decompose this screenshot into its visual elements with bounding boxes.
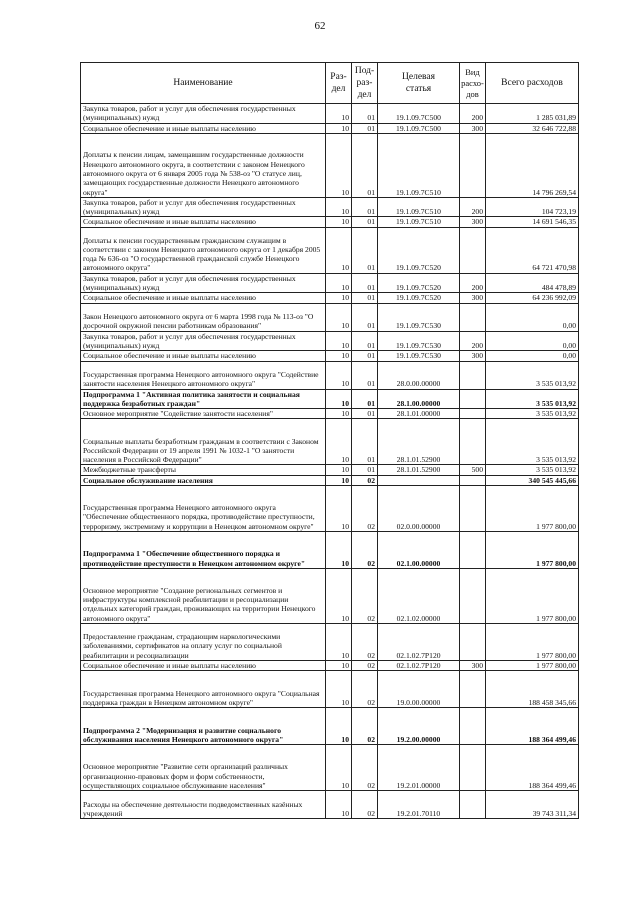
cell-name: Подпрограмма 1 "Активная политика занятости и социальная поддержка безработных граждан" — [81, 389, 326, 409]
cell-name: Социальные выплаты безработным гражданам в соответствии с Законом Российской Федерации от 19 апреля 1991 № 1032-1 "О занятости населения в Российской Федерации" — [81, 419, 326, 465]
cell-razdel: 10 — [326, 351, 352, 361]
cell-podrazdel: 02 — [352, 624, 378, 661]
cell-razdel: 10 — [326, 389, 352, 409]
cell-name: Социальное обеспечение и иные выплаты населению — [81, 217, 326, 227]
table-row — [81, 465, 579, 475]
cell-vid: 200 — [460, 273, 486, 293]
cell-razdel: 10 — [326, 465, 352, 475]
cell-razdel: 10 — [326, 708, 352, 745]
cell-razdel: 10 — [326, 273, 352, 293]
table-row — [81, 624, 579, 661]
cell-total: 1 977 800,00 — [486, 624, 579, 661]
cell-razdel: 10 — [326, 791, 352, 819]
cell-vid — [460, 745, 486, 791]
cell-total: 1 977 800,00 — [486, 532, 579, 569]
cell-name: Закупка товаров, работ и услуг для обеспечения государственных (муниципальных) нужд — [81, 331, 326, 351]
budget-table — [80, 62, 579, 819]
cell-target — [378, 475, 460, 485]
cell-name: Закон Ненецкого автономного округа от 6 марта 1998 года № 113-оз "О досрочной окружной пенсии работникам образования" — [81, 303, 326, 331]
table-header-row — [81, 63, 579, 104]
cell-vid: 300 — [460, 217, 486, 227]
cell-total: 14 796 269,54 — [486, 133, 579, 197]
cell-target: 28.1.01.52900 — [378, 465, 460, 475]
cell-target: 19.1.09.7C520 — [378, 293, 460, 303]
cell-name: Социальное обеспечение и иные выплаты населению — [81, 661, 326, 671]
table-row — [81, 273, 579, 293]
cell-name: Основное мероприятие "Содействие занятости населения" — [81, 409, 326, 419]
cell-vid — [460, 708, 486, 745]
cell-name: Доплаты к пенсии лицам, замещавшим государственные должности Ненецкого автономного округа, в соответствии с законом Ненецкого автономного округа от 6 января 2005 года № 538-оз "О статусе лиц, замещающих государственные должности Ненецкого автономного округа" — [81, 133, 326, 197]
table-row — [81, 419, 579, 465]
cell-total: 14 691 546,35 — [486, 217, 579, 227]
cell-total: 188 364 499,46 — [486, 708, 579, 745]
cell-name: Расходы на обеспечение деятельности подведомственных казённых учреждений — [81, 791, 326, 819]
cell-vid — [460, 409, 486, 419]
cell-vid: 300 — [460, 351, 486, 361]
cell-target: 19.2.01.70110 — [378, 791, 460, 819]
cell-podrazdel: 01 — [352, 389, 378, 409]
table-row — [81, 197, 579, 217]
cell-podrazdel: 02 — [352, 661, 378, 671]
cell-target: 19.1.09.7C510 — [378, 217, 460, 227]
table-row — [81, 791, 579, 819]
header-podrazdel: Под- раз- дел — [352, 63, 378, 104]
cell-podrazdel: 01 — [352, 104, 378, 124]
cell-total: 0,00 — [486, 303, 579, 331]
table-row — [81, 303, 579, 331]
cell-razdel: 10 — [326, 745, 352, 791]
cell-razdel: 10 — [326, 303, 352, 331]
cell-vid — [460, 569, 486, 624]
cell-vid: 200 — [460, 197, 486, 217]
header-total: Всего расходов — [486, 63, 579, 104]
cell-total: 484 478,89 — [486, 273, 579, 293]
cell-name: Государственная программа Ненецкого автономного округа "Содействие занятости населения Ненецкого автономного округа" — [81, 361, 326, 389]
cell-razdel: 10 — [326, 475, 352, 485]
cell-target: 02.1.02.7P120 — [378, 661, 460, 671]
cell-target: 19.1.09.7C510 — [378, 133, 460, 197]
cell-podrazdel: 02 — [352, 745, 378, 791]
table-row — [81, 486, 579, 532]
cell-target: 28.0.00.00000 — [378, 361, 460, 389]
cell-target: 19.1.09.7C530 — [378, 303, 460, 331]
cell-target: 19.1.09.7C510 — [378, 197, 460, 217]
cell-podrazdel: 01 — [352, 217, 378, 227]
cell-podrazdel: 02 — [352, 708, 378, 745]
cell-total: 3 535 013,92 — [486, 419, 579, 465]
cell-vid — [460, 227, 486, 273]
cell-podrazdel: 02 — [352, 569, 378, 624]
cell-name: Государственная программа Ненецкого автономного округа "Обеспечение общественного порядка, противодействие преступности, терроризму, экстремизму и коррупции в Ненецком автономном округе" — [81, 486, 326, 532]
table-row — [81, 532, 579, 569]
cell-podrazdel: 02 — [352, 486, 378, 532]
table-row — [81, 227, 579, 273]
table-row — [81, 389, 579, 409]
cell-name: Социальное обеспечение и иные выплаты населению — [81, 351, 326, 361]
cell-total: 1 977 800,00 — [486, 486, 579, 532]
cell-podrazdel: 01 — [352, 273, 378, 293]
cell-name: Основное мероприятие "Развитие сети организаций различных организационно-правовых форм и форм собственности, осуществляющих социальное обслуживание населения" — [81, 745, 326, 791]
cell-razdel: 10 — [326, 661, 352, 671]
cell-vid: 300 — [460, 293, 486, 303]
table-row — [81, 133, 579, 197]
page-number: 62 — [314, 20, 326, 32]
cell-name: Предоставление гражданам, страдающим наркологическими заболеваниями, сертификатов на оплату услуг по социальной реабилитации и ресоциализации — [81, 624, 326, 661]
cell-target: 19.0.00.00000 — [378, 671, 460, 708]
cell-vid — [460, 475, 486, 485]
cell-podrazdel: 02 — [352, 671, 378, 708]
cell-podrazdel: 02 — [352, 532, 378, 569]
table-row — [81, 331, 579, 351]
table-row — [81, 293, 579, 303]
cell-total: 39 743 311,34 — [486, 791, 579, 819]
cell-razdel: 10 — [326, 532, 352, 569]
cell-vid — [460, 671, 486, 708]
cell-target: 19.2.00.00000 — [378, 708, 460, 745]
header-target: Целевая статья — [378, 63, 460, 104]
cell-total: 3 535 013,92 — [486, 409, 579, 419]
cell-razdel: 10 — [326, 197, 352, 217]
cell-podrazdel: 01 — [352, 133, 378, 197]
cell-razdel: 10 — [326, 104, 352, 124]
cell-total: 104 723,19 — [486, 197, 579, 217]
cell-vid: 200 — [460, 104, 486, 124]
cell-vid — [460, 303, 486, 331]
cell-target: 28.1.01.52900 — [378, 419, 460, 465]
cell-name: Основное мероприятие "Создание региональных сегментов и инфраструктуры комплексной реабилитации и ресоциализации отдельных категорий граждан, проживающих на территории Ненецкого автономного округа" — [81, 569, 326, 624]
cell-razdel: 10 — [326, 331, 352, 351]
cell-target: 02.1.00.00000 — [378, 532, 460, 569]
cell-total: 3 535 013,92 — [486, 361, 579, 389]
cell-podrazdel: 01 — [352, 293, 378, 303]
cell-target: 19.1.09.7C530 — [378, 331, 460, 351]
table-row — [81, 361, 579, 389]
cell-total: 32 646 722,88 — [486, 123, 579, 133]
cell-razdel: 10 — [326, 123, 352, 133]
table-row — [81, 409, 579, 419]
cell-name: Доплаты к пенсии государственным гражданским служащим в соответствии с законом Ненецкого автономного округа от 1 декабря 2005 года № 636-оз "О государственной гражданской службе Ненецкого автономного округа" — [81, 227, 326, 273]
table-row — [81, 123, 579, 133]
cell-podrazdel: 02 — [352, 475, 378, 485]
cell-podrazdel: 01 — [352, 351, 378, 361]
table-row — [81, 671, 579, 708]
cell-razdel: 10 — [326, 419, 352, 465]
cell-razdel: 10 — [326, 227, 352, 273]
cell-razdel: 10 — [326, 361, 352, 389]
cell-name: Закупка товаров, работ и услуг для обеспечения государственных (муниципальных) нужд — [81, 104, 326, 124]
cell-target: 19.1.09.7C500 — [378, 104, 460, 124]
cell-podrazdel: 01 — [352, 465, 378, 475]
cell-target: 02.1.02.7P120 — [378, 624, 460, 661]
cell-target: 19.1.09.7C520 — [378, 273, 460, 293]
cell-podrazdel: 01 — [352, 303, 378, 331]
cell-razdel: 10 — [326, 217, 352, 227]
cell-target: 19.2.01.00000 — [378, 745, 460, 791]
cell-podrazdel: 01 — [352, 197, 378, 217]
cell-target: 19.1.09.7C500 — [378, 123, 460, 133]
cell-razdel: 10 — [326, 486, 352, 532]
cell-vid — [460, 532, 486, 569]
table-row — [81, 569, 579, 624]
cell-podrazdel: 01 — [352, 227, 378, 273]
cell-name: Закупка товаров, работ и услуг для обеспечения государственных (муниципальных) нужд — [81, 197, 326, 217]
table-row — [81, 351, 579, 361]
cell-vid — [460, 486, 486, 532]
cell-razdel: 10 — [326, 624, 352, 661]
cell-razdel: 10 — [326, 293, 352, 303]
cell-vid: 300 — [460, 123, 486, 133]
cell-vid: 300 — [460, 661, 486, 671]
cell-name: Подпрограмма 1 "Обеспечение общественного порядка и противодействие преступности в Ненецком автономном округе" — [81, 532, 326, 569]
cell-total: 340 545 445,66 — [486, 475, 579, 485]
cell-podrazdel: 01 — [352, 409, 378, 419]
cell-name: Социальное обслуживание населения — [81, 475, 326, 485]
cell-razdel: 10 — [326, 671, 352, 708]
cell-podrazdel: 01 — [352, 331, 378, 351]
table-row — [81, 104, 579, 124]
table-row — [81, 708, 579, 745]
cell-vid — [460, 389, 486, 409]
cell-total: 1 977 800,00 — [486, 661, 579, 671]
cell-target: 28.1.01.00000 — [378, 409, 460, 419]
cell-vid — [460, 419, 486, 465]
header-razdel: Раз- дел — [326, 63, 352, 104]
table-row — [81, 475, 579, 485]
cell-target: 19.1.09.7C520 — [378, 227, 460, 273]
cell-target: 02.1.02.00000 — [378, 569, 460, 624]
cell-total: 188 364 499,46 — [486, 745, 579, 791]
cell-target: 02.0.00.00000 — [378, 486, 460, 532]
cell-razdel: 10 — [326, 409, 352, 419]
cell-total: 64 236 992,09 — [486, 293, 579, 303]
cell-total: 0,00 — [486, 351, 579, 361]
cell-vid: 500 — [460, 465, 486, 475]
table-row — [81, 661, 579, 671]
cell-name: Государственная программа Ненецкого автономного округа "Социальная поддержка граждан в Ненецком автономном округе" — [81, 671, 326, 708]
cell-total: 3 535 013,92 — [486, 389, 579, 409]
cell-razdel: 10 — [326, 569, 352, 624]
cell-total: 1 285 031,89 — [486, 104, 579, 124]
cell-name: Социальное обеспечение и иные выплаты населению — [81, 123, 326, 133]
cell-total: 64 721 470,98 — [486, 227, 579, 273]
cell-total: 188 458 345,66 — [486, 671, 579, 708]
cell-vid — [460, 361, 486, 389]
cell-vid — [460, 133, 486, 197]
cell-vid: 200 — [460, 331, 486, 351]
cell-vid — [460, 624, 486, 661]
table-row — [81, 217, 579, 227]
cell-name: Социальное обеспечение и иные выплаты населению — [81, 293, 326, 303]
cell-name: Закупка товаров, работ и услуг для обеспечения государственных (муниципальных) нужд — [81, 273, 326, 293]
header-vid: Вид расхо- дов — [460, 63, 486, 104]
cell-target: 19.1.09.7C530 — [378, 351, 460, 361]
cell-total: 0,00 — [486, 331, 579, 351]
cell-podrazdel: 01 — [352, 419, 378, 465]
table-row — [81, 745, 579, 791]
cell-target: 28.1.00.00000 — [378, 389, 460, 409]
cell-name: Межбюджетные трансферты — [81, 465, 326, 475]
cell-total: 3 535 013,92 — [486, 465, 579, 475]
cell-name: Подпрограмма 2 "Модернизация и развитие социального обслуживания населения Ненецкого автономного округа" — [81, 708, 326, 745]
cell-vid — [460, 791, 486, 819]
cell-podrazdel: 01 — [352, 123, 378, 133]
cell-total: 1 977 800,00 — [486, 569, 579, 624]
cell-podrazdel: 02 — [352, 791, 378, 819]
header-name: Наименование — [81, 63, 326, 104]
cell-razdel: 10 — [326, 133, 352, 197]
cell-podrazdel: 01 — [352, 361, 378, 389]
